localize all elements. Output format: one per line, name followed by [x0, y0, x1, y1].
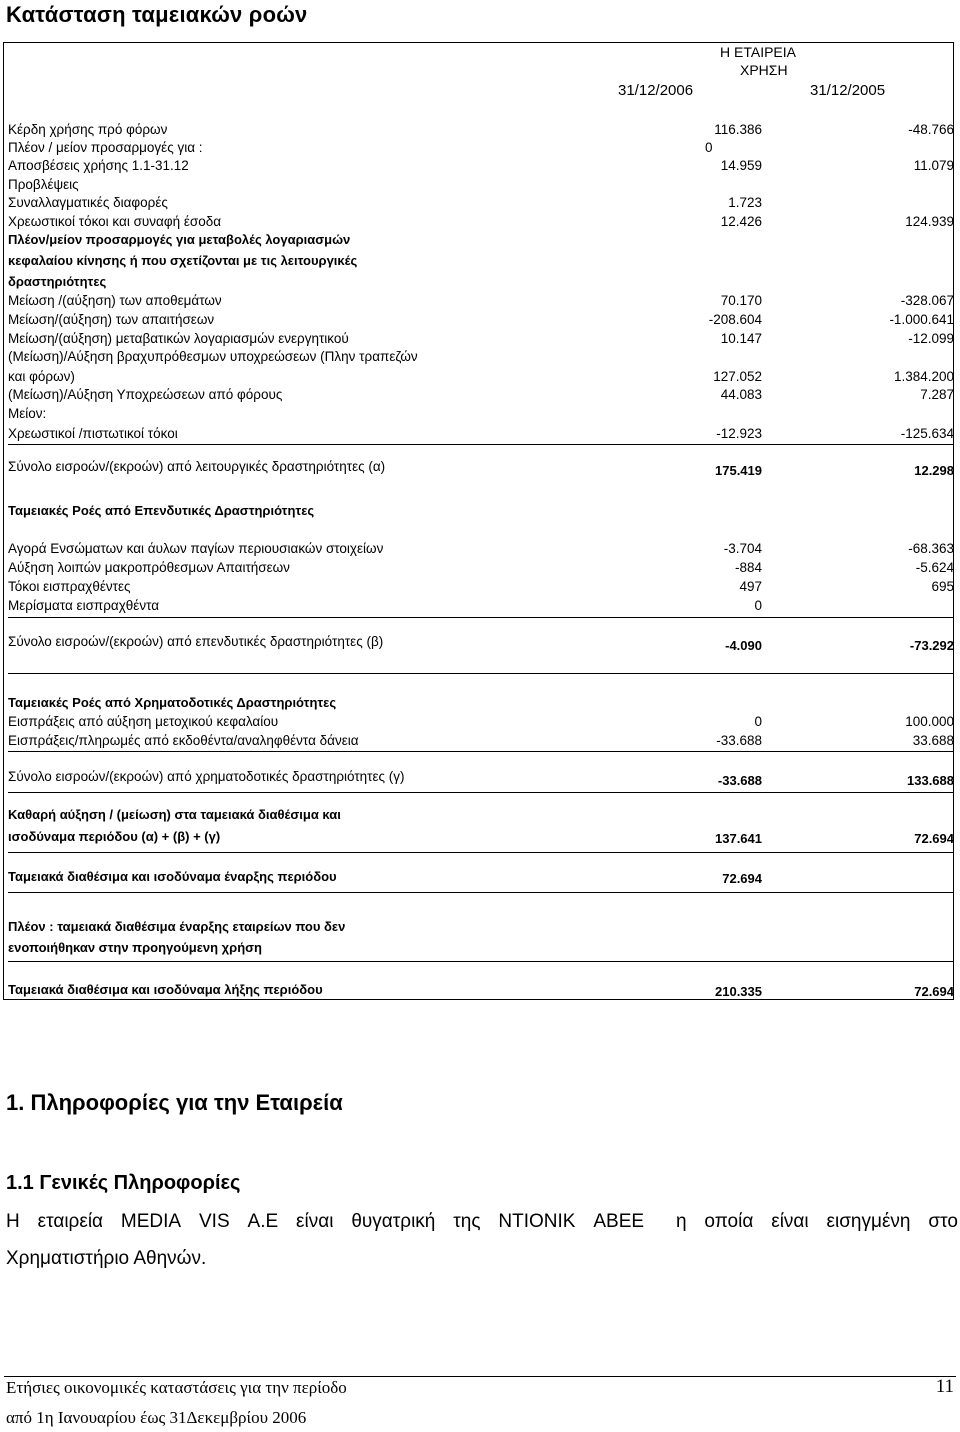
table-row: Εισπράξεις/πληρωμές από εκδοθέντα/αναληφθέντα δάνεια -33.688 33.688	[8, 733, 954, 748]
page-number: 11	[935, 1376, 954, 1397]
opening-cash-values: 72.694	[722, 871, 762, 886]
total-operating-row: Σύνολο εισροών/(εκροών) από λειτουργικές δραστηριότητες (α) 175.419 12.298	[8, 459, 954, 478]
table-row: Προβλέψεις	[8, 177, 79, 192]
investing-header: Ταμειακές Ροές από Επενδυτικές Δραστηριότητες	[8, 503, 315, 518]
column-header-2005: 31/12/2005	[810, 82, 886, 99]
company-paragraph	[6, 1212, 958, 1268]
table-row: (Μείωση)/Αύξηση βραχυπρόθεσμων υποχρεώσεων (Πλην τραπεζών	[8, 349, 418, 364]
column-header-2006: 31/12/2006	[618, 82, 694, 99]
table-row: Μείωση/(αύξηση) μεταβατικών λογαριασμών ενεργητικού 10.147 -12.099	[8, 331, 954, 346]
divider	[8, 852, 954, 853]
table-row: Μείωση/(αύξηση) των απαιτήσεων -208.604 -1.000.641	[8, 312, 954, 327]
working-capital-header-line-2: κεφαλαίου κίνησης ή που σχετίζονται με τις λειτουργικές	[8, 253, 358, 268]
closing-cash-values: 210.335 72.694	[715, 984, 954, 999]
working-capital-header-line-3: δραστηριότητες	[8, 274, 107, 289]
divider	[8, 751, 954, 752]
divider	[8, 444, 954, 445]
footer-line-2: από 1η Ιανουαρίου έως 31Δεκεμβρίου 2006	[6, 1408, 307, 1427]
table-row: Αύξηση λοιπών μακροπρόθεσμων Απαιτήσεων -884 -5.624	[8, 560, 954, 575]
footer-divider	[4, 1376, 956, 1377]
table-row: και φόρων) 127.052 1.384.200	[8, 369, 954, 384]
table-row: Αποσβέσεις χρήσης 1.1-31.12 14.959 11.079	[8, 158, 954, 173]
table-row: Μερίσματα εισπραχθέντα 0	[8, 598, 762, 613]
divider	[8, 961, 954, 962]
page-title: Κατάσταση ταμειακών ροών	[6, 2, 308, 27]
divider	[8, 792, 954, 793]
financing-header: Ταμειακές Ροές από Χρηματοδοτικές Δραστηριότητες	[8, 695, 337, 710]
table-row: Κέρδη χρήσης πρό φόρων 116.386 -48.766	[8, 122, 954, 137]
table-row: Χρεωστικοί /πιστωτικοί τόκοι -12.923 -125.634	[8, 426, 954, 441]
table-row: Μείον:	[8, 406, 47, 421]
working-capital-header-line-1: Πλέον/μείον προσαρμογές για μεταβολές λογαριασμών	[8, 232, 351, 247]
paragraph-line-2: Χρηματιστήριο Αθηνών.	[6, 1248, 207, 1269]
closing-cash-label: Ταμειακά διαθέσιμα και ισοδύναμα λήξης περιόδου	[8, 982, 323, 997]
divider	[8, 617, 954, 618]
table-row: Αγορά Ενσώματων και άυλων παγίων περιουσιακών στοιχείων -3.704 -68.363	[8, 541, 954, 556]
table-row: Συναλλαγματικές διαφορές 1.723	[8, 195, 762, 210]
plus-cash-label-line-1: Πλέον : ταμειακά διαθέσιμα έναρξης εταιρείων που δεν	[8, 919, 346, 934]
total-investing-row: Σύνολο εισροών/(εκροών) από επενδυτικές δραστηριότητες (β) -4.090 -73.292	[8, 634, 954, 653]
table-row: Πλέον / μείον προσαρμογές για : 0	[8, 140, 713, 155]
table-row: Εισπράξεις από αύξηση μετοχικού κεφαλαίου 0 100.000	[8, 714, 954, 729]
table-row: Τόκοι εισπραχθέντες 497 695	[8, 579, 954, 594]
total-financing-row: Σύνολο εισροών/(εκροών) από χρηματοδοτικές δραστηριότητες (γ) -33.688 133.688	[8, 769, 954, 788]
company-header: Η ΕΤΑΙΡΕΙΑ	[720, 44, 796, 60]
net-change-label-line-1: Καθαρή αύξηση / (μείωση) στα ταμειακά διαθέσιμα και	[8, 807, 341, 822]
plus-cash-label-line-2: ενοποιήθηκαν στην προηγούμενη χρήση	[8, 940, 262, 955]
section-heading: 1. Πληροφορίες για την Εταιρεία	[6, 1090, 343, 1115]
subsection-heading: 1.1 Γενικές Πληροφορίες	[6, 1172, 241, 1194]
net-change-values: 137.641 72.694	[715, 831, 954, 846]
divider	[8, 892, 954, 893]
net-change-label-line-2: ισοδύναμα περιόδου (α) + (β) + (γ)	[8, 829, 221, 844]
paragraph-line-1: Η εταιρεία MEDIA VIS Α.Ε είναι θυγατρική της ΝΤΙΟΝΙΚ ΑΒΕΕ η οποία είναι εισηγμένη στο	[6, 1211, 958, 1232]
table-row: (Μείωση)/Αύξηση Υποχρεώσεων από φόρους 44.083 7.287	[8, 387, 954, 402]
footer-line-1: Ετήσιες οικονομικές καταστάσεις για την περίοδο	[6, 1378, 347, 1397]
table-row: Χρεωστικοί τόκοι και συναφή έσοδα 12.426 124.939	[8, 214, 954, 229]
opening-cash-label: Ταμειακά διαθέσιμα και ισοδύναμα έναρξης περιόδου	[8, 869, 337, 884]
table-row: Μείωση /(αύξηση) των αποθεμάτων 70.170 -328.067	[8, 293, 954, 308]
divider	[8, 673, 954, 674]
year-header: ΧΡΗΣΗ	[740, 62, 788, 78]
